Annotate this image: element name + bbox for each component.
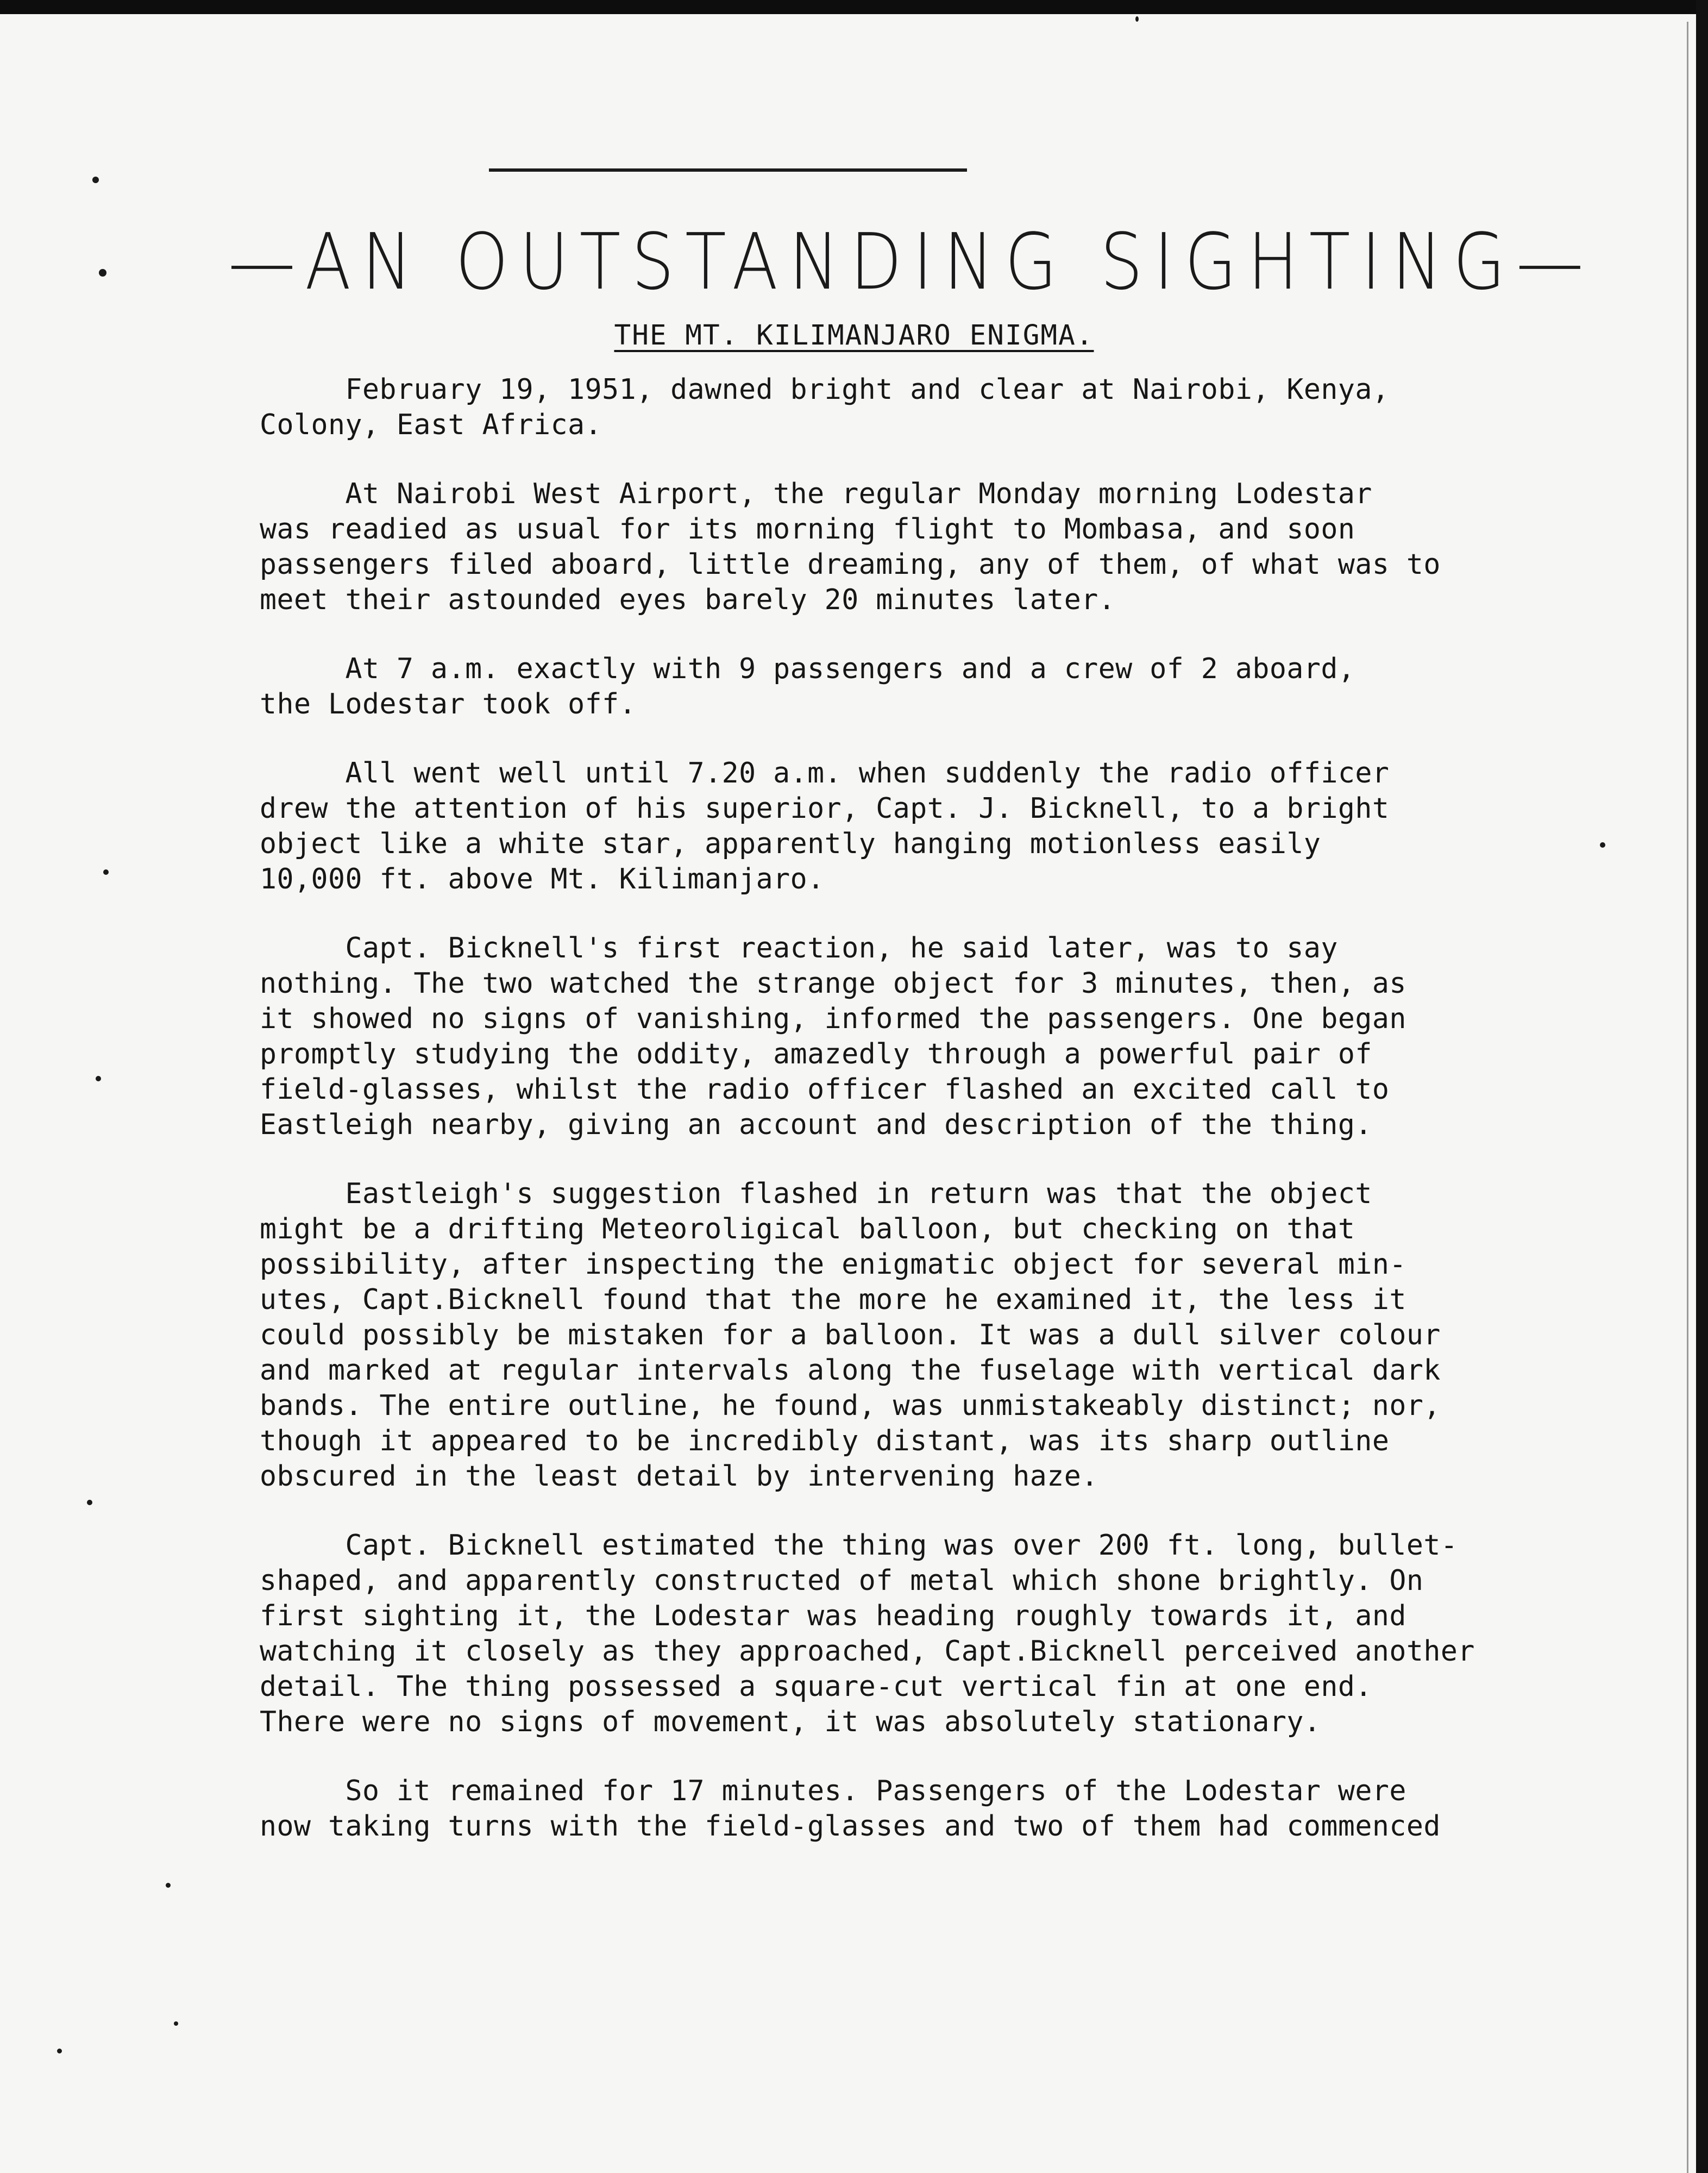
paragraph-4: All went well until 7.20 a.m. when suddenly the radio officer drew the attention of his superior, Capt. J. Bicknell, to a bright object like a white star, apparently hanging motionless easily 10,000 ft. above Mt. Kilimanjaro.: [260, 757, 1390, 895]
paragraph-3: At 7 a.m. exactly with 9 passengers and a crew of 2 aboard, the Lodestar took off.: [260, 653, 1355, 721]
scan-speck: [99, 269, 106, 277]
scan-speck: [103, 869, 109, 875]
scan-border-top: [0, 0, 1708, 14]
scan-speck: [87, 1500, 92, 1505]
subtitle-text: THE MT. KILIMANJARO ENIGMA.: [614, 320, 1094, 352]
page-subtitle: [0, 320, 1708, 352]
paragraph-6: Eastleigh's suggestion flashed in return was that the object might be a drifting Meteoroligical balloon, but checking on that possibility, after inspecting the enigmatic object for several min- utes, Capt.Bicknell found that the more he examined it, the less it could possibly be mistaken for a balloon. It was a dull silver colour and marked at regular intervals along the fuselage with vertical dark bands. The entire outline, he found, was unmistakeably distinct; nor, though it appeared to be incredibly distant, was its sharp outline obscured in the least detail by intervening haze.: [260, 1178, 1441, 1493]
scan-speck: [1135, 16, 1139, 22]
scan-speck: [96, 1076, 101, 1081]
paragraph-7: Capt. Bicknell estimated the thing was over 200 ft. long, bullet- shaped, and apparently constructed of metal which shone brightly. On first sighting it, the Lodestar was heading roughly towards it, and watching it closely as they approached, Capt.Bicknell perceived another detail. The thing possessed a square-cut vertical fin at one end. There were no signs of movement, it was absolutely stationary.: [260, 1529, 1475, 1738]
paragraph-5: Capt. Bicknell's first reaction, he said later, was to say nothing. The two watched the strange object for 3 minutes, then, as it showed no signs of vanishing, informed the passengers. One began promptly studying the oddity, amazedly through a powerful pair of field-glasses, whilst the radio officer flashed an excited call to Eastleigh nearby, giving an account and description of the thing.: [260, 932, 1406, 1141]
scan-speck: [1600, 842, 1605, 848]
scan-speck: [92, 177, 99, 183]
header-rule: [489, 168, 967, 172]
scan-speck: [174, 2021, 178, 2026]
paragraph-8: So it remained for 17 minutes. Passengers of the Lodestar were now taking turns with the field-glasses and two of them had commenced: [260, 1775, 1441, 1843]
paragraph-2: At Nairobi West Airport, the regular Monday morning Lodestar was readied as usual for its morning flight to Mombasa, and soon passengers filed aboard, little dreaming, any of them, of what was to meet their astounded eyes barely 20 minutes later.: [260, 478, 1441, 616]
scan-speck: [57, 2049, 62, 2053]
scan-speck: [166, 1883, 171, 1888]
paragraph-1: February 19, 1951, dawned bright and clear at Nairobi, Kenya, Colony, East Africa.: [260, 373, 1390, 441]
page-title: —AN OUTSTANDING SIGHTING—: [228, 217, 1594, 308]
document-body: [260, 372, 1659, 1878]
